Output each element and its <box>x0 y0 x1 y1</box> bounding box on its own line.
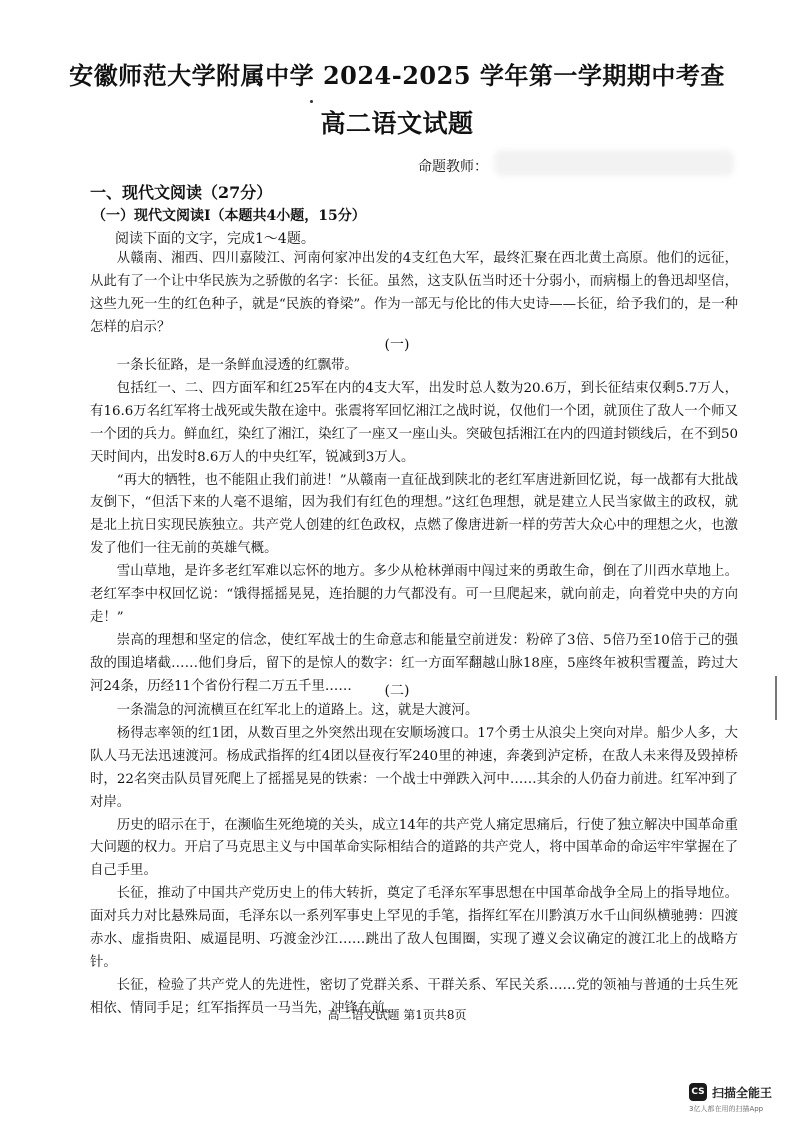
exam-subtitle: 高二语文试题 <box>320 109 474 138</box>
paragraph: 一条长征路，是一条鲜血浸透的红飘带。 <box>116 358 358 373</box>
section-heading: 一、现代文阅读（27分） <box>90 183 273 202</box>
sub-section-heading: （一）现代文阅读Ⅰ（本题共4小题，15分） <box>92 208 366 224</box>
paragraph: 历史的昭示在于，在濒临生死绝境的关头，成立14年的共产党人痛定思痛后，行使了独立解决中国革命重大问题的权力。开启了马克思主义与中国革命实际相结合的道路的共产党人，将中国革命的命运牢牢掌握在了自己手里。 <box>90 817 738 879</box>
scanner-watermark <box>689 1083 772 1101</box>
paragraph: 崇高的理想和坚定的信念，使红军战士的生命意志和能量空前迸发：粉碎了3倍、5倍乃至10倍于己的强敌的围追堵截……他们身后，留下的是惊人的数字：红一方面军翻越山脉18座，5座终年被积雪覆盖，跨过大河24条，历经11个省份行程二万五千里…… <box>90 632 738 694</box>
paragraph: 长征，检验了共产党人的先进性，密切了党群关系、干群关系、军民关系……党的领袖与普通的士兵生死相依、情同手足；红军指挥员一马当先，冲锋在前。 <box>90 977 738 1016</box>
intro-paragraph: 从赣南、湘西、四川嘉陵江、河南何家冲出发的4支红色大军，最终汇聚在西北黄土高原。他们的远征，从此有了一个让中华民族为之骄傲的名字：长征。虽然，这支队伍当时还十分弱小，而病榻上的鲁迅却坚信，这些九死一生的红色种子，就是“民族的脊梁”。作为一部无与伦比的伟大史诗——长征，给予我们的，是一种怎样的启示？ <box>90 251 738 335</box>
author-redaction <box>494 150 734 176</box>
instruction: 阅读下面的文字，完成1～4题。 <box>115 231 315 247</box>
watermark-tagline: 3亿人都在用的扫描App <box>689 1105 764 1113</box>
author-label: 命题教师： <box>418 159 488 175</box>
paragraph: 杨得志率领的红1团，从数百里之外突然出现在安顺场渡口。17个勇士从浪尖上突向对岸。船少人多，大队人马无法迅速渡河。杨成武指挥的红4团以昼夜行军240里的神速，奔袭到泸定桥，在敌人未来得及毁掉桥时，22名突击队员冒死爬上了摇摇晃晃的铁索：一个战士中弹跌入河中……其余的人仍奋力前进。红军冲到了对岸。 <box>90 725 738 810</box>
part-marker-2: (二) <box>384 683 410 699</box>
scan-edge-mark <box>775 676 777 720</box>
paragraph: 包括红一、二、四方面军和红25军在内的4支大军，出发时总人数为20.6万，到长征结束仅剩5.7万人，有16.6万名红军将士战死或失散在途中。张震将军回忆湘江之战时说，仅他们一个团，就顶住了敌人一个师又一个团的兵力。鲜血红，染红了湘江，染红了一座又一座山头。突破包括湘江在内的四道封锁线后，在不到50天时间内，出发时8.6万人的中央红军，锐减到3万人。 <box>90 380 738 465</box>
paragraph: 一条湍急的河流横亘在红军北上的道路上。这，就是大渡河。 <box>116 703 479 718</box>
camscanner-logo-icon: CS <box>689 1083 707 1101</box>
part1-block <box>90 355 738 699</box>
paragraph: 雪山草地，是许多老红军难以忘怀的地方。多少从枪林弹雨中闯过来的勇敢生命，倒在了川西水草地上。老红军李中权回忆说：“饿得摇摇晃晃，连抬腿的力气都没有。可一旦爬起来，就向前走，向着党中央的方向走！” <box>90 564 738 625</box>
intro-block <box>90 248 738 340</box>
exam-title: 安徽师范大学附属中学 2024-2025 学年第一学期期中考查 <box>69 61 725 90</box>
watermark-app-name: 扫描全能王 <box>712 1085 773 1100</box>
paragraph: “再大的牺牲，也不能阻止我们前进！”从赣南一直征战到陕北的老红军唐进新回忆说，每一战都有大批战友倒下，“但活下来的人毫不退缩，因为我们有红色的理想。”这红色理想，就是建立人民当家做主的政权，就是北上抗日实现民族独立。共产党人创建的红色政权，点燃了像唐进新一样的劳苦大众心中的理想之火，也激发了他们一往无前的英雄气概。 <box>90 472 738 557</box>
part2-block <box>90 700 738 1021</box>
part-marker-1: (一) <box>384 337 410 353</box>
scan-speck <box>310 100 313 103</box>
page-footer: 高二语文试题 第1页共8页 <box>327 1008 467 1022</box>
paragraph: 长征，推动了中国共产党历史上的伟大转折，奠定了毛泽东军事思想在中国革命战争全局上的指导地位。面对兵力对比悬殊局面，毛泽东以一系列军事史上罕见的手笔，指挥红军在川黔滇万水千山间纵横驰骋：四渡赤水、虚指贵阳、威逼昆明、巧渡金沙江……跳出了敌人包围圈，实现了遵义会议确定的渡江北上的战略方针。 <box>90 886 738 970</box>
